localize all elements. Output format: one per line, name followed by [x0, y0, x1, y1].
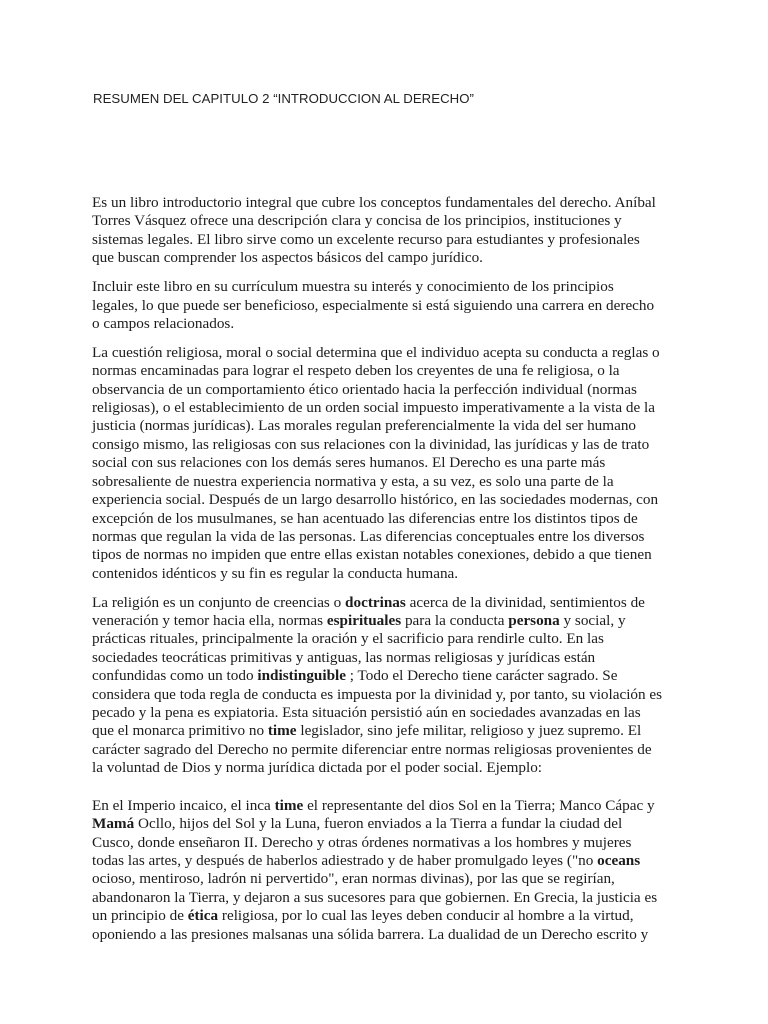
text-line — [92, 907, 682, 925]
document-body — [92, 194, 682, 954]
paragraph — [92, 278, 682, 333]
bold-term: time — [267, 722, 297, 740]
text-run: sobresaliente de nuestra experiencia normativa y esta, a su vez, es solo una parte de la — [92, 472, 614, 490]
text-run: todas las artes, y después de haberlos adiestrado y de haber promulgado leyes ("no — [92, 851, 598, 869]
text-run: un principio de — [92, 907, 188, 925]
paragraph — [92, 194, 682, 268]
text-line — [92, 231, 682, 249]
text-run: ocioso, mentiroso, ladrón ni pervertido", eran normas divinas), por las que se regirían, — [92, 870, 615, 888]
text-run: carácter sagrado del Derecho no permite diferenciar entre normas religiosas provenientes de — [92, 740, 652, 758]
text-line — [92, 399, 682, 417]
text-run: veneración y temor hacia ella, normas — [92, 612, 327, 630]
text-line — [92, 852, 682, 870]
text-run: La cuestión religiosa, moral o social determina que el individuo acepta su conducta a reglas o — [92, 343, 660, 361]
paragraph — [92, 594, 682, 778]
text-line — [92, 297, 682, 315]
text-run: tipos de normas no impiden que entre ellas existan notables conexiones, debido a que tienen — [92, 546, 652, 564]
text-line — [92, 194, 682, 212]
text-run: o campos relacionados. — [92, 314, 235, 332]
text-run: sistemas legales. El libro sirve como un excelente recurso para estudiantes y profesionales — [92, 230, 640, 248]
text-run: que el monarca primitivo no — [92, 722, 268, 740]
bold-term: doctrinas — [345, 593, 406, 611]
text-run: considera que toda regla de conducta es impuesta por la divinidad y, por tanto, su violación es — [92, 685, 663, 703]
text-run: Es un libro introductorio integral que cubre los conceptos fundamentales del derecho. Aníbal — [92, 194, 656, 211]
text-line — [92, 381, 682, 399]
text-line — [92, 704, 682, 722]
text-run: confundidas como un todo — [92, 667, 258, 685]
text-run: experiencia social. Después de un largo desarrollo histórico, en las sociedades modernas, con — [92, 491, 659, 509]
text-line — [92, 473, 682, 491]
text-line — [92, 212, 682, 230]
text-line — [92, 759, 682, 777]
text-run: ; Todo el Derecho tiene carácter sagrado. Se — [346, 667, 618, 685]
text-run: oponiendo a las presiones malsanas una sólida barrera. La dualidad de un Derecho escrito y — [92, 925, 649, 943]
bold-term: oceans — [597, 851, 641, 869]
text-run: acerca de la divinidad, sentimientos de — [405, 593, 645, 611]
text-line — [92, 612, 682, 630]
text-line — [92, 722, 682, 740]
text-run: social con sus relaciones con los demás seres humanos. El Derecho es una parte más — [92, 454, 606, 472]
text-run: la voluntad de Dios y norma jurídica dictada por el poder social. Ejemplo: — [92, 759, 543, 777]
text-line — [92, 741, 682, 759]
text-run: pecado y la pena es expiatoria. Esta situación persistió aún en sociedades avanzadas en las — [92, 704, 641, 722]
paragraph — [92, 797, 682, 944]
bold-term: time — [274, 796, 304, 814]
text-line — [92, 362, 682, 380]
text-run: Incluir este libro en su currículum muestra su interés y conocimiento de los principios — [92, 278, 614, 296]
text-run: consigo mismo, las religiosas con sus relaciones con la divinidad, las jurídicas y las de trato — [92, 435, 650, 453]
text-run: Ocllo, hijos del Sol y la Luna, fueron enviados a la Tierra a fundar la ciudad del — [134, 815, 623, 833]
text-run: justicia (normas jurídicas). Las morales regulan preferencialmente la vida del ser humano — [92, 417, 637, 435]
text-run: Cusco, donde enseñaron II. Derecho y otras órdenes normativas a los hombres y mujeres — [92, 833, 632, 851]
text-line — [92, 315, 682, 333]
text-run: que buscan comprender los aspectos básicos del campo jurídico. — [92, 249, 483, 267]
text-run: prácticas rituales, principalmente la oración y el sacrificio para rendirle culto. En las — [92, 630, 604, 648]
bold-term: indistinguible — [257, 667, 346, 685]
text-line — [92, 686, 682, 704]
chapter-summary-title: RESUMEN DEL CAPITULO 2 “INTRODUCCION AL DERECHO” — [93, 91, 474, 106]
text-line — [92, 870, 682, 888]
text-run: Torres Vásquez ofrece una descripción clara y concisa de los principios, instituciones y — [92, 212, 622, 230]
text-line — [92, 630, 682, 648]
text-line — [92, 436, 682, 454]
text-line — [92, 528, 682, 546]
text-run: normas que regulan la vida de las personas. Las diferencias conceptuales entre los diversos — [92, 527, 645, 545]
bold-term: persona — [508, 612, 560, 630]
text-line — [92, 926, 682, 944]
text-line — [92, 594, 682, 612]
text-line — [92, 889, 682, 907]
paragraph — [92, 344, 682, 583]
text-line — [92, 815, 682, 833]
text-line — [92, 667, 682, 685]
text-run: sociedades teocráticas primitivas y antiguas, las normas religiosas y jurídicas están — [92, 648, 596, 666]
text-line — [92, 797, 682, 815]
text-line — [92, 546, 682, 564]
text-run: excepción de los musulmanes, se han acentuado las diferencias entre los distintos tipos de — [92, 509, 638, 527]
bold-term: ética — [187, 907, 219, 925]
text-run: En el Imperio incaico, el inca — [92, 796, 275, 814]
text-line — [92, 417, 682, 435]
text-run: religiosas), o el establecimiento de un orden social impuesto imperativamente a la vista de la — [92, 399, 656, 417]
text-run: normas encaminadas para lograr el respeto deben los creyentes de una fe religiosa, o la — [92, 362, 620, 380]
text-run: La religión es un conjunto de creencias o — [92, 593, 346, 611]
text-line — [92, 454, 682, 472]
text-run: abandonaron la Tierra, y dejaron a sus sucesores para que gobiernen. En Grecia, la justicia es — [92, 888, 658, 906]
text-run: para la conducta — [401, 612, 509, 630]
text-line — [92, 649, 682, 667]
text-run: legales, lo que puede ser beneficioso, especialmente si está siguiendo una carrera en derecho — [92, 296, 655, 314]
text-line — [92, 249, 682, 267]
text-line — [92, 491, 682, 509]
text-run: y social, y — [559, 612, 626, 630]
text-run: contenidos idénticos y su fin es regular la conducta humana. — [92, 564, 459, 582]
bold-term: espirituales — [326, 612, 402, 630]
text-run: el representante del dios Sol en la Tierra; Manco Cápac y — [303, 796, 655, 814]
text-line — [92, 834, 682, 852]
bold-term: Mamá — [92, 815, 135, 833]
text-line — [92, 565, 682, 583]
text-run: religiosa, por lo cual las leyes deben conducir al hombre a la virtud, — [218, 907, 634, 925]
text-run: legislador, sino jefe militar, religioso y juez supremo. El — [296, 722, 642, 740]
text-line — [92, 278, 682, 296]
text-run: observancia de un comportamiento ético orientado hacia la perfección individual (normas — [92, 380, 637, 398]
text-line — [92, 344, 682, 362]
text-line — [92, 510, 682, 528]
